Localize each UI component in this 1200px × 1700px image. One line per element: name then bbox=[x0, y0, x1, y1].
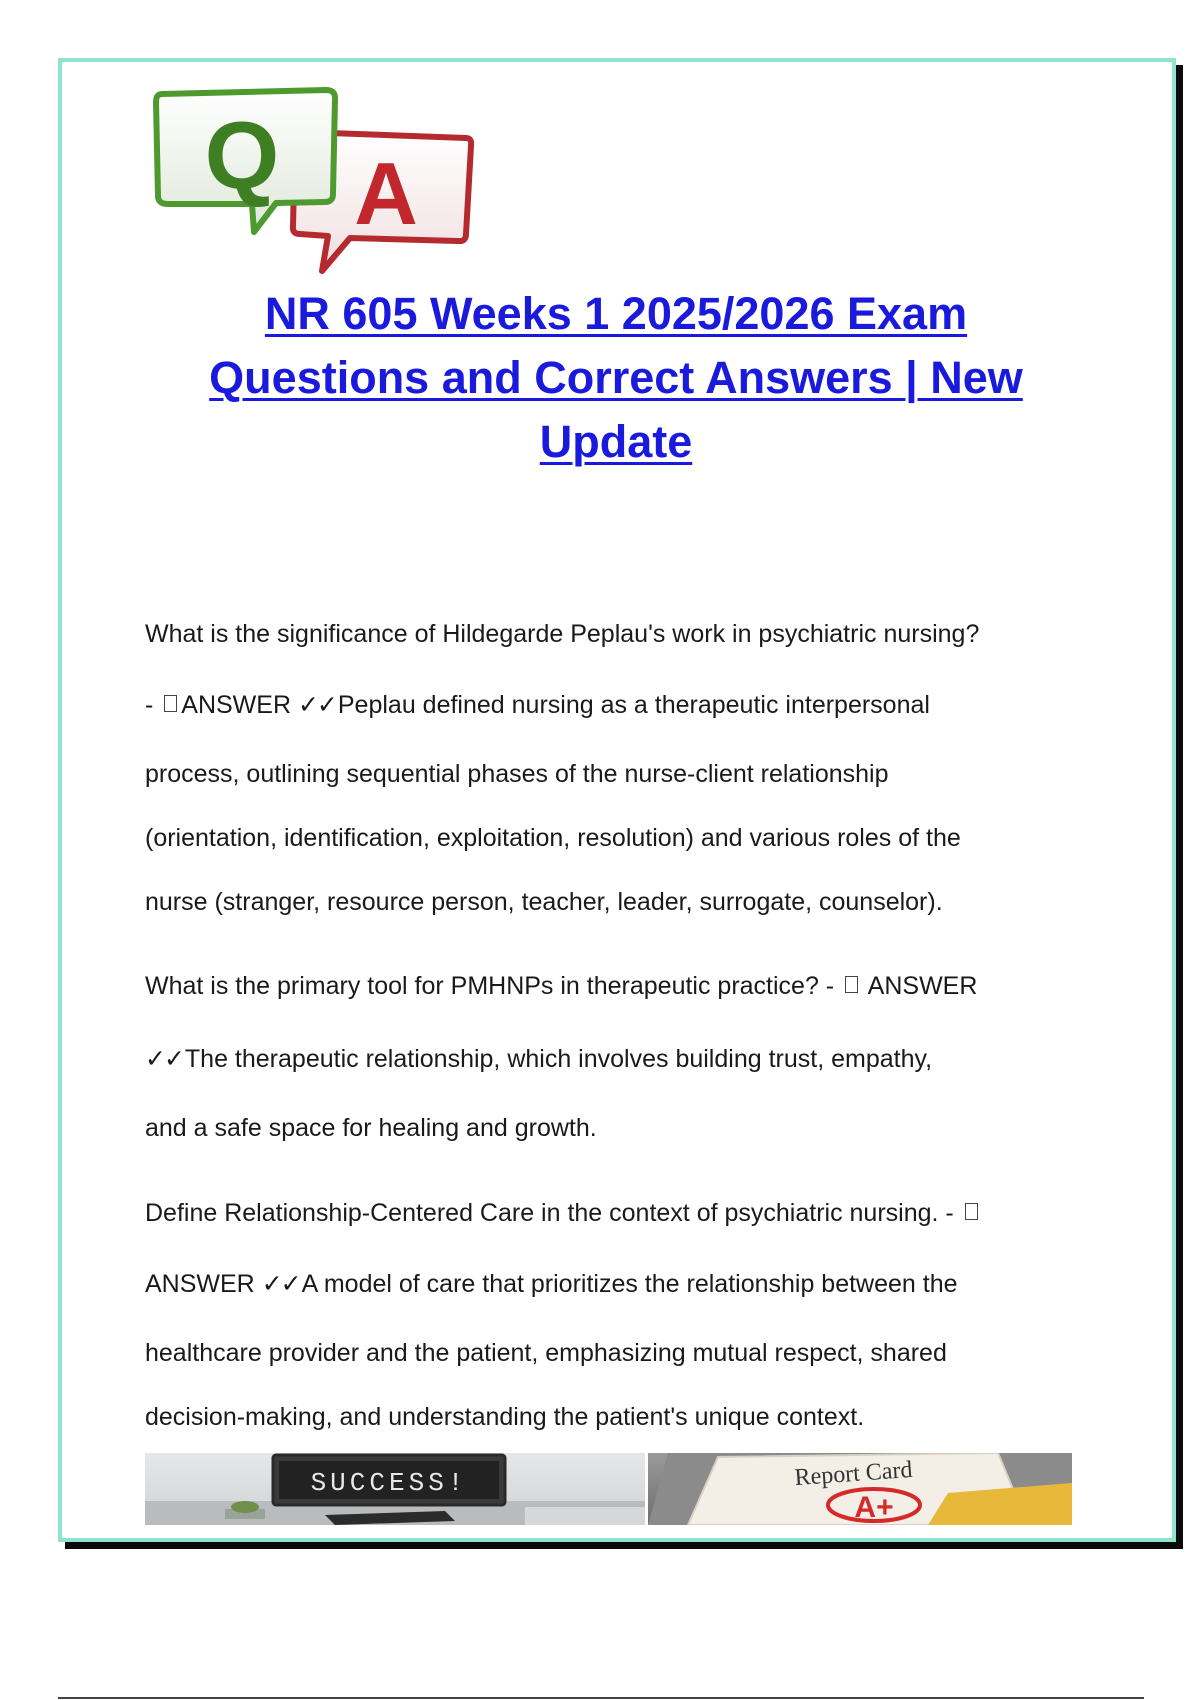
answer-line bbox=[145, 1269, 958, 1299]
answer-text: nurse (stranger, resource person, teacher, leader, surrogate, counselor). bbox=[145, 888, 943, 916]
answer-letter: A bbox=[354, 144, 418, 243]
answer-text: (orientation, identification, exploitation, resolution) and various roles of the bbox=[145, 824, 961, 852]
missing-glyph-icon bbox=[965, 1203, 978, 1220]
grade-text: A+ bbox=[854, 1491, 894, 1524]
answer-line bbox=[145, 690, 930, 720]
success-chalkboard-icon bbox=[145, 1453, 645, 1525]
answer-text: The therapeutic relationship, which involves building trust, empathy, bbox=[184, 1045, 933, 1073]
answer-text: A model of care that prioritizes the relationship between the bbox=[301, 1270, 958, 1298]
answer-label: ANSWER bbox=[145, 1270, 255, 1298]
question-letter: Q bbox=[204, 102, 280, 209]
missing-glyph-icon bbox=[164, 695, 177, 712]
success-banner-image bbox=[145, 1453, 645, 1525]
qa-logo-icon bbox=[150, 86, 480, 286]
missing-glyph-icon bbox=[845, 976, 858, 993]
answer-text: and a safe space for healing and growth. bbox=[145, 1114, 597, 1142]
report-card-text: Report Card bbox=[793, 1456, 914, 1492]
answer-label: ANSWER bbox=[181, 691, 292, 719]
title-line-3[interactable]: Update bbox=[539, 416, 693, 467]
answer-line bbox=[145, 1044, 932, 1074]
title-line-1[interactable]: NR 605 Weeks 1 2025/2026 Exam bbox=[264, 288, 968, 339]
check-marks-icon: ✓✓ bbox=[297, 691, 336, 719]
answer-text: healthcare provider and the patient, emphasizing mutual respect, shared bbox=[145, 1339, 947, 1367]
check-marks-icon: ✓✓ bbox=[261, 1270, 300, 1298]
report-card-banner-image bbox=[648, 1453, 1072, 1525]
answer-label: ANSWER bbox=[862, 972, 978, 1000]
document-title bbox=[120, 282, 1112, 474]
report-card-icon bbox=[648, 1453, 1072, 1525]
dash: - bbox=[145, 691, 161, 719]
question-text: Define Relationship-Centered Care in the context of psychiatric nursing. - bbox=[145, 1199, 961, 1227]
answer-text: process, outlining sequential phases of the nurse-client relationship bbox=[145, 760, 889, 788]
answer-text: decision-making, and understanding the patient's unique context. bbox=[145, 1403, 865, 1431]
question-text: What is the significance of Hildegarde Peplau's work in psychiatric nursing? bbox=[145, 620, 980, 648]
title-line-2[interactable]: Questions and Correct Answers | New bbox=[209, 352, 1023, 403]
success-text: SUCCESS! bbox=[310, 1468, 468, 1498]
answer-text: Peplau defined nursing as a therapeutic interpersonal bbox=[337, 691, 930, 719]
question-line bbox=[145, 1199, 982, 1228]
check-marks-icon: ✓✓ bbox=[145, 1045, 183, 1073]
question-line bbox=[145, 972, 977, 1001]
question-text: What is the primary tool for PMHNPs in therapeutic practice? - bbox=[145, 972, 842, 1000]
bottom-rule bbox=[58, 1697, 1144, 1699]
